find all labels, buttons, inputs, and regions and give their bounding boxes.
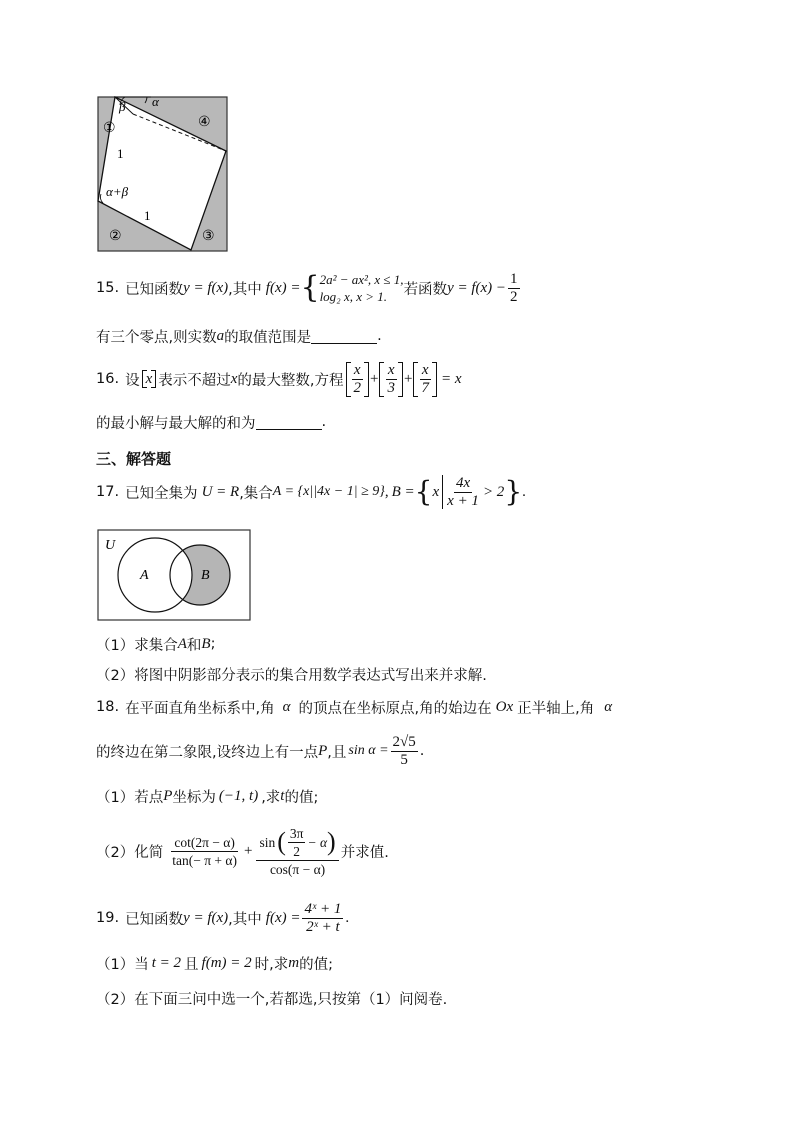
q16-text-1: 设: [125, 372, 140, 389]
q18-p2-a: （2）化简: [96, 844, 164, 861]
alpha-label: α: [152, 96, 159, 109]
q18-p1-c: ,求: [261, 789, 281, 806]
q17-setB-fraction: [445, 475, 481, 510]
q19-part1: [96, 953, 333, 973]
q15-line2: [96, 326, 382, 346]
q16-line1: [96, 358, 461, 400]
q17-text-1: 已知全集为: [125, 485, 198, 502]
beta-label: β: [119, 99, 126, 114]
venn-A-label: A: [140, 568, 149, 583]
q16-var-x: x: [230, 370, 238, 387]
q18-expr2-inner-num: 3π: [289, 825, 304, 841]
q17-p1-A: A: [177, 635, 187, 652]
q16-number: 16.: [96, 371, 120, 387]
q16-floor-x-over-7: [413, 362, 437, 397]
q19-p1-a: （1）当: [96, 956, 149, 973]
q19-p1-m: m: [288, 954, 300, 971]
q17-p1-end: ;: [210, 636, 216, 652]
q19-den: 2ˣ + t: [306, 918, 340, 935]
q16-eq-x: = x: [440, 370, 462, 387]
q15-fx-eq: f(x) =: [265, 279, 301, 296]
q16-f1-den: 2: [353, 379, 362, 396]
q18-line2: [96, 731, 424, 771]
q18-expr2-num: [256, 825, 338, 861]
q18-alpha-2: α: [604, 698, 613, 715]
q18-expr2: [256, 825, 338, 878]
q19-y-eq-fx: y = f(x): [183, 909, 229, 926]
q15-case-2: log₂ x, x > 1.: [319, 289, 388, 304]
q17-setA: A = {x||4x − 1| ≥ 9}: [272, 484, 385, 499]
q18-p1-t: t: [280, 787, 285, 804]
q15-line2-end: .: [377, 328, 382, 344]
q18-number: 18.: [96, 699, 120, 715]
q18-p1-a: （1）若点: [96, 789, 164, 806]
q18-expr2-rparen: ): [327, 827, 336, 856]
q18-line2-end: .: [419, 743, 425, 759]
q18-text-2: 的顶点在坐标原点,角的始边在: [298, 700, 492, 717]
venn-U-label: U: [105, 538, 116, 553]
q16-plus-2: +: [403, 370, 413, 387]
q18-p2-b: 并求值.: [340, 844, 389, 861]
q18-expr1: [169, 834, 240, 869]
q15-answer-blank[interactable]: [311, 329, 377, 344]
q16-f3-den: 7: [421, 379, 429, 396]
q18-Ox: Ox: [495, 698, 514, 715]
q17-set-B-close-brace: }: [504, 475, 523, 508]
q18-expr2-minus-alpha: − α: [307, 834, 328, 850]
q16-floor-x: [142, 370, 157, 388]
q19-p1-b: 且: [184, 956, 199, 973]
region-1-label: ①: [103, 121, 116, 136]
q15-line2-a: 有三个零点,则实数: [96, 329, 217, 346]
q18-p1-coord: (−1, t): [218, 787, 259, 804]
q18-p1-b: 坐标为: [172, 789, 216, 806]
q15-text-3: 若函数: [403, 281, 448, 298]
q18-sin-fraction: [391, 734, 418, 769]
q17-end: .: [522, 483, 526, 500]
q18-text-1: 在平面直角坐标系中,角: [125, 700, 275, 717]
venn-B-label: B: [201, 568, 210, 583]
q18-sin-num: 2√5: [392, 733, 416, 750]
q15-y-eq-fx-minus: y = f(x) −: [447, 279, 507, 296]
q17-part2: （2）将图中阴影部分表示的集合用数学表达式写出来并求解.: [96, 668, 487, 684]
q17-comma: ,: [384, 483, 389, 500]
q16-text-2: 表示不超过: [158, 372, 231, 389]
q18-p1-P: P: [163, 787, 173, 804]
q17-frac-num: 4x: [455, 474, 471, 491]
q16-f1-num: x: [353, 361, 361, 378]
pythagoras-figure: [97, 96, 228, 252]
q18-sin-alpha: sin α =: [348, 743, 389, 758]
q16-f2-den: 3: [387, 379, 395, 396]
q17-p1-label: （1）求集合: [96, 637, 178, 654]
q17-frac-den: x + 1: [447, 492, 479, 509]
q19-text-2: ,其中: [228, 911, 262, 928]
q18-P: P: [318, 742, 328, 759]
q15-case-1: 2a² − ax², x ≤ 1,: [319, 272, 404, 287]
q18-alpha-1: α: [282, 698, 291, 715]
q19-fm-eq-2: f(m) = 2: [201, 954, 252, 971]
side-1-left-label: 1: [117, 146, 124, 161]
q15-text-2: ,其中: [228, 281, 262, 298]
q16-line2-end: .: [321, 414, 327, 430]
q16-f2-num: x: [387, 361, 395, 378]
q16-f3-num: x: [421, 361, 429, 378]
q15-y-eq-fx: y = f(x): [183, 279, 229, 296]
q18-expr2-lparen: (: [277, 827, 286, 856]
q19-fraction: [302, 901, 343, 936]
q15-var-a: a: [216, 327, 225, 344]
q18-expr1-den: tan(− π + α): [172, 852, 237, 868]
q18-line2-b: ,且: [327, 744, 347, 761]
q16-answer-blank[interactable]: [256, 415, 322, 430]
region-2-label: ②: [109, 229, 122, 244]
q18-line2-a: 的终边在第二象限,设终边上有一点: [96, 744, 319, 761]
q18-part2: [96, 818, 389, 884]
q16-floor-x-var: x: [145, 371, 153, 387]
q19-p1-c: 时,求: [254, 956, 289, 973]
q19-text-1: 已知函数: [125, 911, 184, 928]
alpha-beta-label: α+β: [106, 184, 129, 199]
q18-expr2-den: cos(π − α): [269, 861, 326, 877]
q18-sin-den: 5: [400, 751, 408, 768]
section-3-title: 三、解答题: [96, 450, 172, 468]
q17-number: 17.: [96, 484, 120, 500]
q17-p1-B: B: [201, 635, 211, 652]
region-3-label: ③: [202, 229, 215, 244]
q18-line1: [96, 697, 612, 717]
q15-half-num: 1: [510, 270, 518, 287]
q17-text-2: ,集合: [239, 485, 273, 502]
q18-expr2-inner-frac: [288, 825, 306, 860]
q19-part2: （2）在下面三问中选一个,若都选,只按第（1）问阅卷.: [96, 992, 448, 1008]
q16-line2: [96, 412, 326, 432]
q19-p1-d: 的值;: [299, 956, 333, 973]
q17-U-eq-R: U = R: [201, 483, 240, 500]
q19-fx-eq: f(x) =: [265, 909, 301, 926]
q16-text-3: 的最大整数,方程: [237, 372, 344, 389]
q17-part1: [96, 634, 215, 654]
q16-floor-x-over-3: [379, 362, 403, 397]
q15-cases: [320, 271, 404, 305]
q18-expr1-num: cot(2π − α): [171, 834, 238, 852]
q16-line2-text: 的最小解与最大解的和为: [96, 415, 256, 432]
q15-number: 15.: [96, 280, 120, 296]
region-4-label: ④: [198, 115, 211, 130]
q19-number: 19.: [96, 910, 120, 926]
q16-floor-x-over-2: [346, 362, 370, 397]
q18-p1-d: 的值;: [284, 789, 319, 806]
q17-set-B-open-brace: {: [414, 475, 433, 508]
side-1-bottom-label: 1: [144, 208, 151, 223]
q18-part1: [96, 786, 318, 806]
q18-text-3: 正半轴上,角: [517, 700, 595, 717]
q17-setB-x: x: [432, 475, 443, 509]
q15-text-1: 已知函数: [125, 281, 184, 298]
q15-half-fraction: [508, 271, 520, 306]
q16-plus-1: +: [370, 370, 379, 387]
q15-brace: {: [300, 270, 320, 305]
q18-plus: +: [243, 842, 253, 859]
q17-gt-2: > 2: [482, 483, 505, 500]
q17-line1: [96, 472, 526, 512]
venn-diagram: [97, 529, 251, 621]
q17-B-eq: B =: [391, 483, 415, 500]
q19-line1: [96, 896, 349, 940]
q17-p1-and: 和: [186, 637, 202, 654]
q18-expr2-inner-den: 2: [293, 843, 301, 859]
q19-t-eq-2: t = 2: [151, 954, 182, 971]
q15-line1: [96, 270, 522, 306]
q15-line2-b: 的取值范围是: [224, 329, 312, 346]
q15-half-den: 2: [510, 288, 518, 305]
q19-num: 4ˣ + 1: [304, 900, 342, 917]
q19-end: .: [345, 909, 350, 926]
q18-expr2-sin: sin: [259, 834, 276, 850]
